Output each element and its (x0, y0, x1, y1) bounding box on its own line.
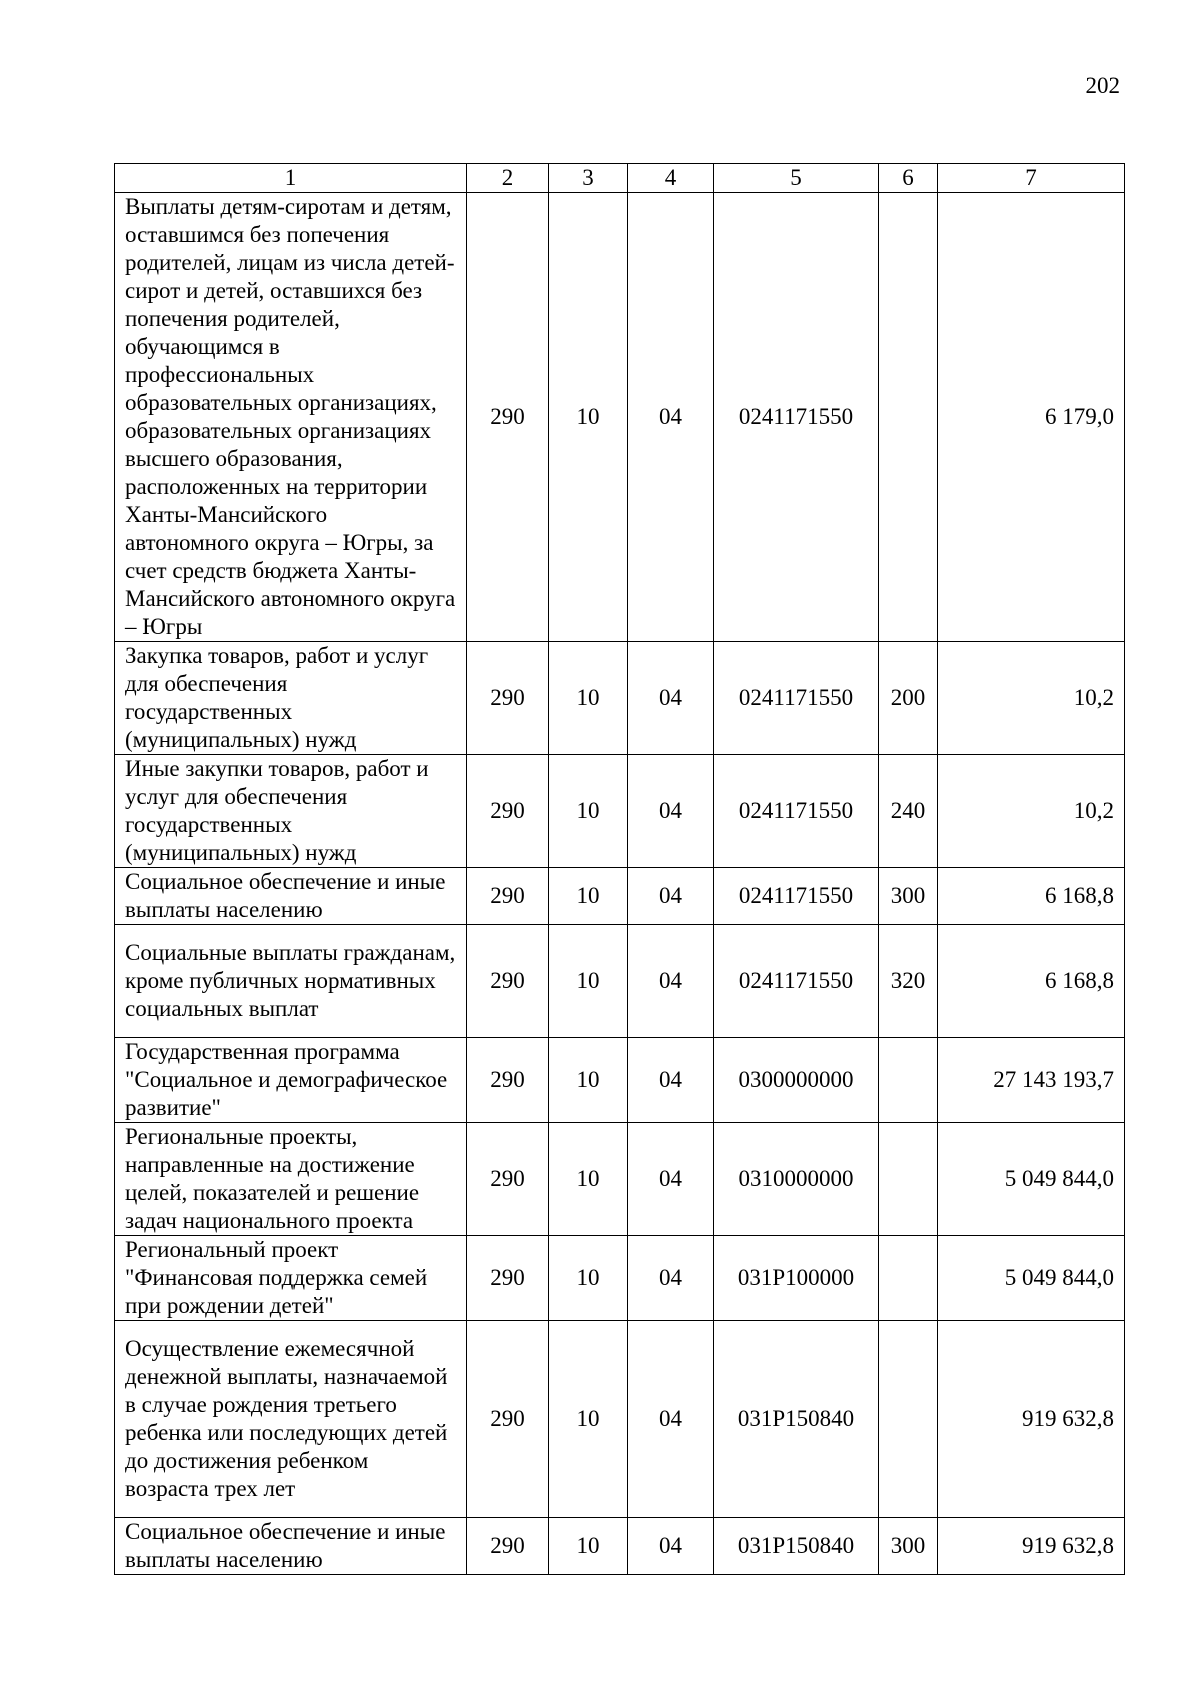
row-col-5: 0241171550 (714, 755, 879, 868)
row-name: Региональные проекты, направленные на достижение целей, показателей и решение задач национального проекта (115, 1123, 467, 1236)
budget-table (114, 163, 1125, 1575)
table-row (115, 1038, 1125, 1123)
row-col-3: 10 (549, 1038, 628, 1123)
row-col-6: 300 (879, 1518, 938, 1575)
row-name: Региональный проект "Финансовая поддержка семей при рождении детей" (115, 1236, 467, 1321)
row-col-5: 0241171550 (714, 642, 879, 755)
row-col-3: 10 (549, 1518, 628, 1575)
row-col-6: 240 (879, 755, 938, 868)
table-row (115, 193, 1125, 642)
row-name: Государственная программа "Социальное и демографическое развитие" (115, 1038, 467, 1123)
table-row (115, 755, 1125, 868)
table-row (115, 1321, 1125, 1518)
row-col-3: 10 (549, 868, 628, 925)
row-col-3: 10 (549, 755, 628, 868)
row-col-3: 10 (549, 1321, 628, 1518)
row-col-4: 04 (628, 925, 714, 1038)
row-col-6 (879, 1321, 938, 1518)
page-number: 202 (1085, 73, 1120, 98)
row-col-4: 04 (628, 1321, 714, 1518)
header-cell-1: 1 (115, 164, 467, 193)
row-col-5: 0241171550 (714, 193, 879, 642)
row-col-5: 0241171550 (714, 868, 879, 925)
row-col-2: 290 (467, 193, 549, 642)
row-name: Социальное обеспечение и иные выплаты населению (115, 868, 467, 925)
row-col-6: 200 (879, 642, 938, 755)
row-name: Закупка товаров, работ и услуг для обеспечения государственных (муниципальных) нужд (115, 642, 467, 755)
row-col-2: 290 (467, 868, 549, 925)
row-col-7: 10,2 (938, 642, 1125, 755)
row-col-4: 04 (628, 755, 714, 868)
header-cell-5: 5 (714, 164, 879, 193)
row-col-2: 290 (467, 642, 549, 755)
row-name: Осуществление ежемесячной денежной выплаты, назначаемой в случае рождения третьего ребенка или последующих детей до достижения ребенком возраста трех лет (115, 1321, 467, 1518)
row-col-5: 0241171550 (714, 925, 879, 1038)
row-col-6 (879, 193, 938, 642)
row-col-5: 0300000000 (714, 1038, 879, 1123)
row-col-3: 10 (549, 1236, 628, 1321)
header-row (115, 164, 1125, 193)
row-col-2: 290 (467, 925, 549, 1038)
row-col-4: 04 (628, 642, 714, 755)
row-name: Социальное обеспечение и иные выплаты населению (115, 1518, 467, 1575)
header-cell-3: 3 (549, 164, 628, 193)
row-col-7: 5 049 844,0 (938, 1123, 1125, 1236)
row-col-7: 919 632,8 (938, 1518, 1125, 1575)
row-col-7: 919 632,8 (938, 1321, 1125, 1518)
row-col-5: 031P150840 (714, 1321, 879, 1518)
row-col-7: 10,2 (938, 755, 1125, 868)
row-col-2: 290 (467, 1038, 549, 1123)
row-col-2: 290 (467, 1321, 549, 1518)
header-cell-6: 6 (879, 164, 938, 193)
row-col-3: 10 (549, 642, 628, 755)
row-col-6: 300 (879, 868, 938, 925)
table-row (115, 1518, 1125, 1575)
table-row (115, 868, 1125, 925)
row-col-3: 10 (549, 925, 628, 1038)
row-col-5: 031P150840 (714, 1518, 879, 1575)
row-col-6 (879, 1038, 938, 1123)
row-col-2: 290 (467, 1236, 549, 1321)
row-col-3: 10 (549, 193, 628, 642)
row-col-4: 04 (628, 193, 714, 642)
row-col-3: 10 (549, 1123, 628, 1236)
row-col-7: 6 179,0 (938, 193, 1125, 642)
row-col-2: 290 (467, 1518, 549, 1575)
row-col-6 (879, 1236, 938, 1321)
row-name: Социальные выплаты гражданам, кроме публичных нормативных социальных выплат (115, 925, 467, 1038)
row-col-7: 27 143 193,7 (938, 1038, 1125, 1123)
row-col-4: 04 (628, 868, 714, 925)
table-row (115, 642, 1125, 755)
row-col-4: 04 (628, 1123, 714, 1236)
row-col-6 (879, 1123, 938, 1236)
table-row (115, 1236, 1125, 1321)
row-col-4: 04 (628, 1236, 714, 1321)
header-cell-2: 2 (467, 164, 549, 193)
row-col-7: 5 049 844,0 (938, 1236, 1125, 1321)
header-cell-4: 4 (628, 164, 714, 193)
row-col-5: 0310000000 (714, 1123, 879, 1236)
table-row (115, 925, 1125, 1038)
row-col-5: 031P100000 (714, 1236, 879, 1321)
row-col-2: 290 (467, 755, 549, 868)
row-col-2: 290 (467, 1123, 549, 1236)
row-name: Выплаты детям-сиротам и детям, оставшимся без попечения родителей, лицам из числа детей-сирот и детей, оставшихся без попечения родителей, обучающимся в профессиональных образовательных организациях, образовательных организациях высшего образования, расположенных на территории Ханты-Мансийского автономного округа – Югры, за счет средств бюджета Ханты-Мансийского автономного округа – Югры (115, 193, 467, 642)
row-col-7: 6 168,8 (938, 868, 1125, 925)
row-col-7: 6 168,8 (938, 925, 1125, 1038)
row-col-6: 320 (879, 925, 938, 1038)
table-row (115, 1123, 1125, 1236)
row-col-4: 04 (628, 1518, 714, 1575)
row-name: Иные закупки товаров, работ и услуг для обеспечения государственных (муниципальных) нужд (115, 755, 467, 868)
header-cell-7: 7 (938, 164, 1125, 193)
row-col-4: 04 (628, 1038, 714, 1123)
